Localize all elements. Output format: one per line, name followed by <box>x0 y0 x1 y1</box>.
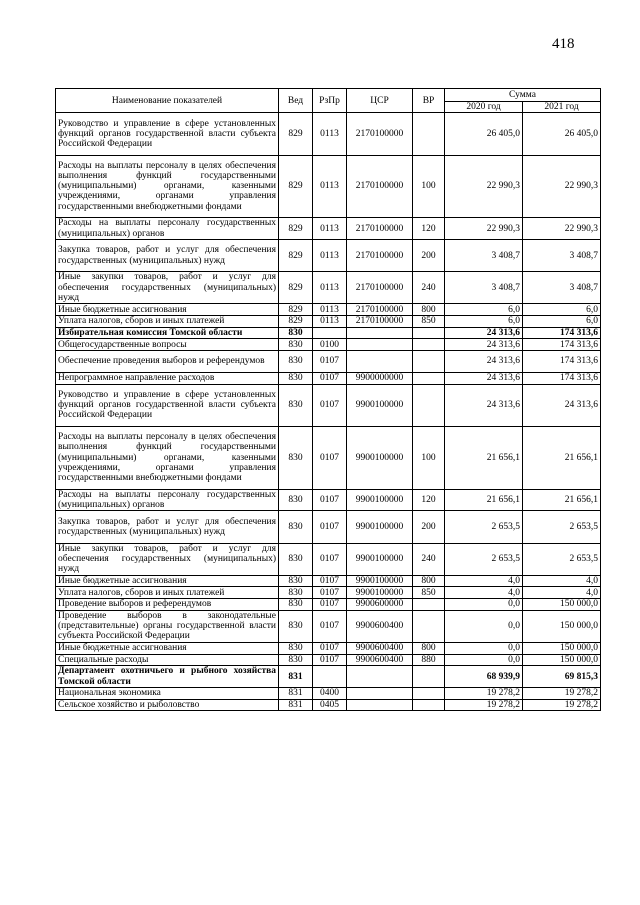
row-vr: 100 <box>413 155 445 218</box>
row-sum-2020: 0,0 <box>445 610 523 642</box>
header-2021: 2021 год <box>523 102 601 113</box>
row-csr: 9900600400 <box>347 642 413 654</box>
header-2020: 2020 год <box>445 102 523 113</box>
row-rzpr <box>313 666 347 688</box>
table-row <box>56 272 601 304</box>
row-sum-2021: 21 656,1 <box>523 489 601 511</box>
row-vr <box>413 113 445 155</box>
row-name: Общегосударственные вопросы <box>56 339 279 351</box>
row-vr <box>413 599 445 611</box>
row-ved: 830 <box>279 642 313 654</box>
row-ved: 830 <box>279 351 313 373</box>
row-name: Уплата налогов, сборов и иных платежей <box>56 315 279 327</box>
row-csr: 9900100000 <box>347 511 413 543</box>
row-vr <box>413 327 445 339</box>
row-vr <box>413 351 445 373</box>
row-name: Руководство и управление в сфере установленных функций органов государственной власти субъекта Российской Федерации <box>56 113 279 155</box>
row-sum-2020: 22 990,3 <box>445 218 523 240</box>
row-csr: 2170100000 <box>347 315 413 327</box>
table-row <box>56 610 601 642</box>
row-name: Уплата налогов, сборов и иных платежей <box>56 587 279 599</box>
row-sum-2020: 22 990,3 <box>445 155 523 218</box>
row-ved: 830 <box>279 575 313 587</box>
table-row <box>56 688 601 700</box>
table-row <box>56 575 601 587</box>
row-csr: 9900100000 <box>347 587 413 599</box>
row-name: Проведение выборов в законодательные (представительные) органы государственной власти субъекта Российской Федерации <box>56 610 279 642</box>
row-csr: 2170100000 <box>347 113 413 155</box>
row-rzpr: 0107 <box>313 575 347 587</box>
row-sum-2020: 24 313,6 <box>445 372 523 384</box>
row-sum-2020: 6,0 <box>445 315 523 327</box>
row-sum-2021: 174 313,6 <box>523 351 601 373</box>
row-vr: 120 <box>413 489 445 511</box>
row-sum-2020: 24 313,6 <box>445 351 523 373</box>
row-csr: 2170100000 <box>347 272 413 304</box>
row-csr <box>347 666 413 688</box>
row-ved: 831 <box>279 699 313 711</box>
row-ved: 829 <box>279 218 313 240</box>
row-rzpr: 0405 <box>313 699 347 711</box>
row-name: Проведение выборов и референдумов <box>56 599 279 611</box>
row-ved: 829 <box>279 272 313 304</box>
row-vr: 200 <box>413 511 445 543</box>
row-name: Иные закупки товаров, работ и услуг для обеспечения государственных (муниципальных) нужд <box>56 272 279 304</box>
row-ved: 830 <box>279 599 313 611</box>
row-csr <box>347 351 413 373</box>
row-vr: 800 <box>413 304 445 316</box>
row-name: Закупка товаров, работ и услуг для обеспечения государственных (муниципальных) нужд <box>56 511 279 543</box>
row-sum-2021: 19 278,2 <box>523 688 601 700</box>
row-rzpr <box>313 327 347 339</box>
row-sum-2020: 0,0 <box>445 654 523 666</box>
budget-table <box>55 88 601 711</box>
row-csr: 9900100000 <box>347 575 413 587</box>
row-rzpr: 0113 <box>313 113 347 155</box>
row-ved: 830 <box>279 511 313 543</box>
row-ved: 829 <box>279 113 313 155</box>
row-rzpr: 0107 <box>313 351 347 373</box>
row-name: Расходы на выплаты персоналу государственных (муниципальных) органов <box>56 218 279 240</box>
row-name: Обеспечение проведения выборов и референдумов <box>56 351 279 373</box>
row-ved: 830 <box>279 489 313 511</box>
row-vr: 850 <box>413 587 445 599</box>
row-sum-2021: 2 653,5 <box>523 543 601 575</box>
row-sum-2020: 0,0 <box>445 642 523 654</box>
row-rzpr: 0107 <box>313 372 347 384</box>
row-sum-2021: 4,0 <box>523 587 601 599</box>
row-rzpr: 0107 <box>313 642 347 654</box>
row-rzpr: 0113 <box>313 272 347 304</box>
row-name: Руководство и управление в сфере установленных функций органов государственной власти субъекта Российской Федерации <box>56 384 279 426</box>
header-ved: Вед <box>279 89 313 113</box>
table-body <box>56 113 601 711</box>
row-csr: 9900600400 <box>347 610 413 642</box>
row-sum-2021: 21 656,1 <box>523 426 601 489</box>
row-sum-2021: 2 653,5 <box>523 511 601 543</box>
table-row <box>56 339 601 351</box>
row-vr: 200 <box>413 240 445 272</box>
row-name: Закупка товаров, работ и услуг для обеспечения государственных (муниципальных) нужд <box>56 240 279 272</box>
row-name: Национальная экономика <box>56 688 279 700</box>
row-sum-2021: 174 313,6 <box>523 327 601 339</box>
row-csr: 9900600400 <box>347 654 413 666</box>
row-sum-2020: 3 408,7 <box>445 240 523 272</box>
row-csr: 9900100000 <box>347 426 413 489</box>
row-vr <box>413 699 445 711</box>
row-name: Избирательная комиссия Томской области <box>56 327 279 339</box>
table-row <box>56 155 601 218</box>
table-row <box>56 351 601 373</box>
table-row <box>56 587 601 599</box>
row-ved: 831 <box>279 688 313 700</box>
row-sum-2021: 6,0 <box>523 304 601 316</box>
row-sum-2020: 24 313,6 <box>445 339 523 351</box>
row-sum-2021: 3 408,7 <box>523 272 601 304</box>
row-vr <box>413 666 445 688</box>
row-vr: 120 <box>413 218 445 240</box>
row-sum-2020: 19 278,2 <box>445 699 523 711</box>
row-name: Специальные расходы <box>56 654 279 666</box>
row-sum-2021: 150 000,0 <box>523 642 601 654</box>
row-sum-2020: 26 405,0 <box>445 113 523 155</box>
row-sum-2021: 26 405,0 <box>523 113 601 155</box>
row-sum-2020: 6,0 <box>445 304 523 316</box>
table-row <box>56 240 601 272</box>
row-csr <box>347 699 413 711</box>
header-csr: ЦСР <box>347 89 413 113</box>
row-sum-2021: 24 313,6 <box>523 384 601 426</box>
table-row <box>56 599 601 611</box>
row-ved: 829 <box>279 240 313 272</box>
row-ved: 830 <box>279 610 313 642</box>
header-rzpr: РзПр <box>313 89 347 113</box>
row-sum-2021: 4,0 <box>523 575 601 587</box>
row-rzpr: 0113 <box>313 240 347 272</box>
table-row <box>56 543 601 575</box>
row-vr: 850 <box>413 315 445 327</box>
row-sum-2020: 2 653,5 <box>445 511 523 543</box>
row-sum-2021: 19 278,2 <box>523 699 601 711</box>
table-row <box>56 489 601 511</box>
table-row <box>56 426 601 489</box>
row-sum-2020: 4,0 <box>445 575 523 587</box>
row-rzpr: 0107 <box>313 610 347 642</box>
row-sum-2021: 22 990,3 <box>523 218 601 240</box>
row-rzpr: 0113 <box>313 315 347 327</box>
row-ved: 829 <box>279 315 313 327</box>
row-vr <box>413 688 445 700</box>
row-csr: 2170100000 <box>347 304 413 316</box>
row-vr: 800 <box>413 642 445 654</box>
table-row <box>56 654 601 666</box>
row-sum-2020: 2 653,5 <box>445 543 523 575</box>
header-name: Наименование показателей <box>56 89 279 113</box>
row-sum-2021: 150 000,0 <box>523 654 601 666</box>
row-ved: 830 <box>279 327 313 339</box>
page-number: 418 <box>552 36 575 52</box>
row-sum-2021: 174 313,6 <box>523 339 601 351</box>
row-csr: 9900100000 <box>347 384 413 426</box>
row-sum-2020: 24 313,6 <box>445 384 523 426</box>
row-name: Расходы на выплаты персоналу государственных (муниципальных) органов <box>56 489 279 511</box>
row-vr <box>413 384 445 426</box>
row-csr: 2170100000 <box>347 155 413 218</box>
row-rzpr: 0107 <box>313 587 347 599</box>
table-row <box>56 666 601 688</box>
table-row <box>56 218 601 240</box>
row-sum-2021: 22 990,3 <box>523 155 601 218</box>
row-csr: 9900000000 <box>347 372 413 384</box>
row-ved: 830 <box>279 339 313 351</box>
row-name: Расходы на выплаты персоналу в целях обеспечения выполнения функций государственными (муниципальными) органами, казенными учреждениями, органами управления государственными внебюджетными фондами <box>56 426 279 489</box>
row-vr: 240 <box>413 272 445 304</box>
row-name: Департамент охотничьего и рыбного хозяйства Томской области <box>56 666 279 688</box>
row-ved: 830 <box>279 426 313 489</box>
row-vr: 800 <box>413 575 445 587</box>
table-row <box>56 511 601 543</box>
header-vr: ВР <box>413 89 445 113</box>
row-name: Иные бюджетные ассигнования <box>56 575 279 587</box>
row-rzpr: 0107 <box>313 489 347 511</box>
row-sum-2020: 19 278,2 <box>445 688 523 700</box>
row-rzpr: 0100 <box>313 339 347 351</box>
row-ved: 830 <box>279 384 313 426</box>
row-csr: 2170100000 <box>347 240 413 272</box>
row-sum-2020: 24 313,6 <box>445 327 523 339</box>
table-row <box>56 327 601 339</box>
table-row <box>56 642 601 654</box>
row-rzpr: 0107 <box>313 384 347 426</box>
row-ved: 831 <box>279 666 313 688</box>
row-sum-2020: 0,0 <box>445 599 523 611</box>
row-csr <box>347 327 413 339</box>
row-ved: 830 <box>279 372 313 384</box>
row-rzpr: 0107 <box>313 511 347 543</box>
row-rzpr: 0107 <box>313 599 347 611</box>
row-sum-2021: 174 313,6 <box>523 372 601 384</box>
row-ved: 830 <box>279 654 313 666</box>
table-row <box>56 315 601 327</box>
row-name: Иные закупки товаров, работ и услуг для обеспечения государственных (муниципальных) нужд <box>56 543 279 575</box>
row-sum-2020: 21 656,1 <box>445 489 523 511</box>
row-vr: 240 <box>413 543 445 575</box>
row-rzpr: 0107 <box>313 654 347 666</box>
header-sum: Сумма <box>445 89 601 102</box>
row-sum-2021: 150 000,0 <box>523 599 601 611</box>
table-row <box>56 384 601 426</box>
row-sum-2021: 6,0 <box>523 315 601 327</box>
row-ved: 830 <box>279 543 313 575</box>
row-ved: 829 <box>279 304 313 316</box>
row-csr: 9900600000 <box>347 599 413 611</box>
row-ved: 829 <box>279 155 313 218</box>
row-sum-2021: 3 408,7 <box>523 240 601 272</box>
row-rzpr: 0107 <box>313 543 347 575</box>
row-vr <box>413 372 445 384</box>
row-csr: 9900100000 <box>347 543 413 575</box>
row-csr <box>347 339 413 351</box>
row-name: Расходы на выплаты персоналу в целях обеспечения выполнения функций государственными (муниципальными) органами, казенными учреждениями, органами управления государственными внебюджетными фондами <box>56 155 279 218</box>
row-sum-2020: 21 656,1 <box>445 426 523 489</box>
row-sum-2021: 69 815,3 <box>523 666 601 688</box>
row-vr <box>413 339 445 351</box>
row-vr <box>413 610 445 642</box>
row-rzpr: 0113 <box>313 155 347 218</box>
row-sum-2020: 3 408,7 <box>445 272 523 304</box>
row-rzpr: 0400 <box>313 688 347 700</box>
table-row <box>56 372 601 384</box>
row-sum-2021: 150 000,0 <box>523 610 601 642</box>
table-row <box>56 304 601 316</box>
row-ved: 830 <box>279 587 313 599</box>
row-csr <box>347 688 413 700</box>
row-rzpr: 0113 <box>313 304 347 316</box>
row-sum-2020: 4,0 <box>445 587 523 599</box>
row-rzpr: 0113 <box>313 218 347 240</box>
table-row <box>56 113 601 155</box>
row-name: Иные бюджетные ассигнования <box>56 642 279 654</box>
row-vr: 880 <box>413 654 445 666</box>
row-rzpr: 0107 <box>313 426 347 489</box>
row-csr: 2170100000 <box>347 218 413 240</box>
table-row <box>56 699 601 711</box>
row-vr: 100 <box>413 426 445 489</box>
row-sum-2020: 68 939,9 <box>445 666 523 688</box>
row-csr: 9900100000 <box>347 489 413 511</box>
row-name: Иные бюджетные ассигнования <box>56 304 279 316</box>
row-name: Непрограммное направление расходов <box>56 372 279 384</box>
row-name: Сельское хозяйство и рыболовство <box>56 699 279 711</box>
